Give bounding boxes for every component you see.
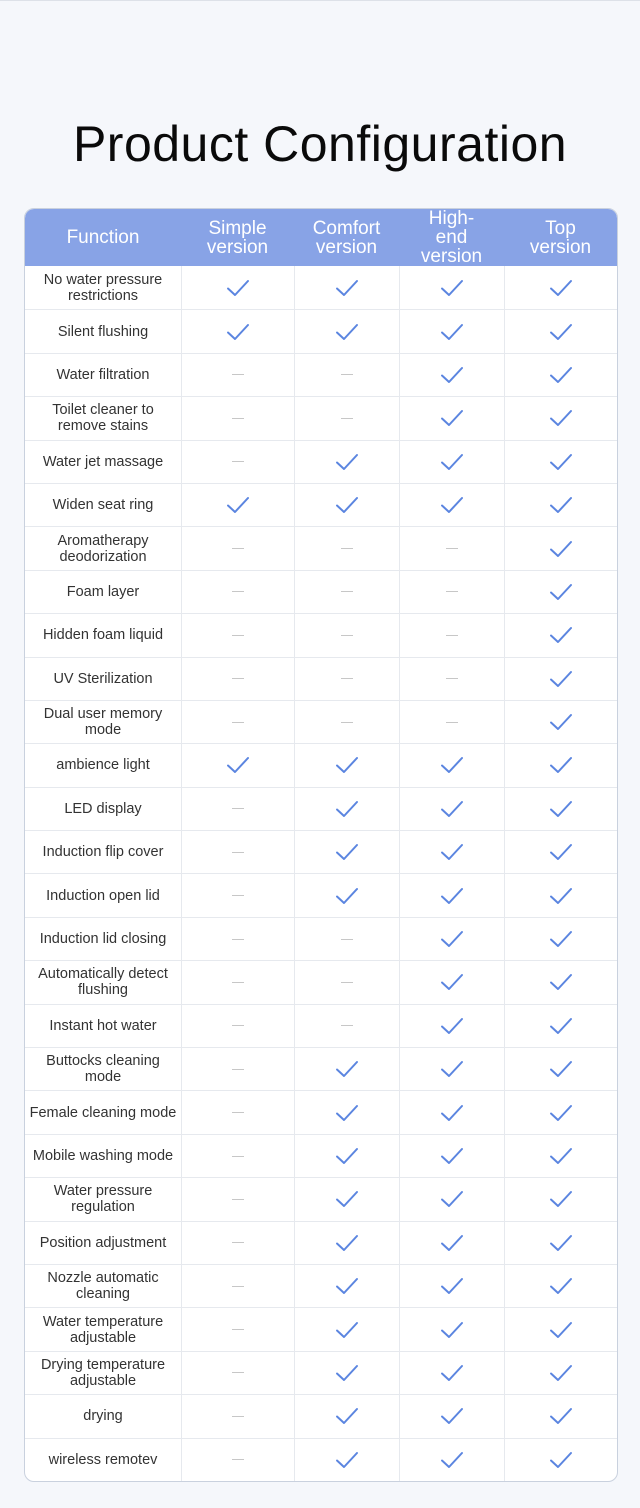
cell-high-end	[399, 874, 504, 916]
feature-label: Widen seat ring	[52, 497, 154, 514]
cell-high-end	[399, 571, 504, 613]
cell-simple	[181, 614, 294, 656]
feature-label: drying	[83, 1408, 123, 1425]
check-icon	[549, 409, 573, 427]
check-icon	[440, 279, 464, 297]
cell-comfort	[294, 441, 399, 483]
cell-top	[504, 310, 617, 352]
cell-high-end	[399, 918, 504, 960]
check-icon	[549, 323, 573, 341]
check-icon	[335, 453, 359, 471]
cell-comfort	[294, 788, 399, 830]
check-icon	[440, 843, 464, 861]
cell-high-end	[399, 527, 504, 569]
cell-high-end	[399, 831, 504, 873]
check-icon	[335, 323, 359, 341]
check-icon	[440, 1017, 464, 1035]
check-icon	[440, 1104, 464, 1122]
feature-label: Water jet massage	[42, 453, 164, 470]
cell-simple	[181, 701, 294, 743]
check-icon	[335, 1060, 359, 1078]
cell-top	[504, 1222, 617, 1264]
dash-icon	[446, 548, 458, 549]
dash-icon	[232, 1329, 244, 1330]
feature-label: Buttocks cleaning mode	[46, 1053, 160, 1086]
dash-icon	[341, 1025, 353, 1026]
check-icon	[335, 800, 359, 818]
cell-comfort	[294, 744, 399, 786]
dash-icon	[446, 722, 458, 723]
check-icon	[335, 1190, 359, 1208]
check-icon	[549, 1321, 573, 1339]
check-icon	[335, 1364, 359, 1382]
check-icon	[549, 1234, 573, 1252]
cell-comfort	[294, 397, 399, 439]
cell-comfort	[294, 961, 399, 1003]
feature-label: Induction open lid	[46, 887, 160, 904]
cell-simple	[181, 1265, 294, 1307]
cell-simple	[181, 1352, 294, 1394]
check-icon	[549, 756, 573, 774]
cell-simple	[181, 310, 294, 352]
table-row	[25, 1047, 617, 1090]
cell-simple	[181, 1395, 294, 1437]
cell-comfort	[294, 1091, 399, 1133]
cell-top	[504, 1005, 617, 1047]
cell-high-end	[399, 266, 504, 309]
dash-icon	[232, 1156, 244, 1157]
table-row	[25, 526, 617, 569]
dash-icon	[341, 635, 353, 636]
cell-comfort	[294, 1178, 399, 1220]
check-icon	[549, 1451, 573, 1469]
cell-high-end	[399, 1265, 504, 1307]
dash-icon	[232, 1112, 244, 1113]
check-icon	[549, 800, 573, 818]
check-icon	[549, 1407, 573, 1425]
feature-label: Instant hot water	[49, 1017, 157, 1034]
table-row	[25, 1307, 617, 1350]
check-icon	[440, 800, 464, 818]
feature-label: Drying temperature adjustable	[40, 1356, 166, 1389]
cell-high-end	[399, 484, 504, 526]
cell-high-end	[399, 701, 504, 743]
check-icon	[440, 1451, 464, 1469]
cell-comfort	[294, 266, 399, 309]
check-icon	[440, 496, 464, 514]
check-icon	[549, 626, 573, 644]
cell-top	[504, 1091, 617, 1133]
cell-simple	[181, 1439, 294, 1481]
dash-icon	[446, 635, 458, 636]
table-row	[25, 483, 617, 526]
table-row	[25, 917, 617, 960]
cell-simple	[181, 266, 294, 309]
check-icon	[335, 1104, 359, 1122]
feature-label: Water filtration	[56, 366, 150, 383]
cell-top	[504, 1265, 617, 1307]
dash-icon	[232, 1242, 244, 1243]
dash-icon	[341, 722, 353, 723]
cell-high-end	[399, 1222, 504, 1264]
table-row	[25, 1438, 617, 1481]
check-icon	[440, 1060, 464, 1078]
cell-top	[504, 1178, 617, 1220]
feature-label: UV Sterilization	[53, 670, 153, 687]
feature-label: Hidden foam liquid	[42, 627, 164, 644]
cell-top	[504, 484, 617, 526]
cell-high-end	[399, 1091, 504, 1133]
cell-high-end	[399, 310, 504, 352]
check-icon	[549, 453, 573, 471]
cell-top	[504, 1439, 617, 1481]
cell-comfort	[294, 1222, 399, 1264]
cell-simple	[181, 1135, 294, 1177]
cell-high-end	[399, 1352, 504, 1394]
feature-label: Water temperature adjustable	[42, 1313, 164, 1346]
cell-simple	[181, 1005, 294, 1047]
check-icon	[335, 279, 359, 297]
check-icon	[226, 279, 250, 297]
header-top-version: Top version	[529, 217, 592, 258]
table-row	[25, 1134, 617, 1177]
table-row	[25, 266, 617, 309]
dash-icon	[232, 808, 244, 809]
cell-top	[504, 658, 617, 700]
cell-top	[504, 441, 617, 483]
cell-top	[504, 1308, 617, 1350]
cell-high-end	[399, 614, 504, 656]
table-body	[25, 266, 617, 1481]
check-icon	[549, 1190, 573, 1208]
cell-high-end	[399, 1048, 504, 1090]
cell-simple	[181, 831, 294, 873]
dash-icon	[232, 1416, 244, 1417]
table-row	[25, 440, 617, 483]
check-icon	[549, 973, 573, 991]
cell-comfort	[294, 918, 399, 960]
cell-high-end	[399, 354, 504, 396]
check-icon	[440, 1407, 464, 1425]
cell-simple	[181, 874, 294, 916]
check-icon	[440, 887, 464, 905]
cell-high-end	[399, 1178, 504, 1220]
cell-high-end	[399, 961, 504, 1003]
cell-high-end	[399, 1395, 504, 1437]
check-icon	[549, 583, 573, 601]
check-icon	[440, 1321, 464, 1339]
cell-top	[504, 1135, 617, 1177]
check-icon	[335, 1147, 359, 1165]
header-simple-version: Simple version	[206, 217, 269, 258]
dash-icon	[446, 591, 458, 592]
feature-label: Dual user memory mode	[43, 706, 163, 739]
table-row	[25, 1221, 617, 1264]
cell-high-end	[399, 1135, 504, 1177]
cell-top	[504, 527, 617, 569]
feature-label: wireless remotev	[48, 1451, 158, 1468]
table-row	[25, 873, 617, 916]
cell-top	[504, 831, 617, 873]
cell-simple	[181, 527, 294, 569]
feature-label: LED display	[64, 800, 142, 817]
cell-comfort	[294, 1395, 399, 1437]
table-row	[25, 570, 617, 613]
feature-label: Nozzle automatic cleaning	[47, 1270, 159, 1303]
check-icon	[440, 756, 464, 774]
check-icon	[549, 496, 573, 514]
dash-icon	[232, 722, 244, 723]
cell-simple	[181, 918, 294, 960]
cell-comfort	[294, 354, 399, 396]
table-row	[25, 1004, 617, 1047]
dash-icon	[232, 418, 244, 419]
dash-icon	[341, 591, 353, 592]
dash-icon	[232, 1372, 244, 1373]
check-icon	[440, 973, 464, 991]
feature-label: Silent flushing	[57, 323, 149, 340]
check-icon	[335, 496, 359, 514]
check-icon	[549, 1104, 573, 1122]
cell-comfort	[294, 1005, 399, 1047]
table-row	[25, 960, 617, 1003]
header-comfort-version: Comfort version	[312, 217, 381, 258]
check-icon	[549, 366, 573, 384]
cell-high-end	[399, 744, 504, 786]
dash-icon	[232, 982, 244, 983]
cell-simple	[181, 1178, 294, 1220]
cell-top	[504, 874, 617, 916]
check-icon	[549, 279, 573, 297]
check-icon	[440, 1277, 464, 1295]
cell-simple	[181, 397, 294, 439]
feature-label: Female cleaning mode	[29, 1104, 177, 1121]
feature-label: Induction flip cover	[42, 844, 164, 861]
table-row	[25, 1264, 617, 1307]
dash-icon	[341, 548, 353, 549]
check-icon	[335, 887, 359, 905]
cell-simple	[181, 1048, 294, 1090]
cell-comfort	[294, 1135, 399, 1177]
cell-comfort	[294, 484, 399, 526]
check-icon	[226, 496, 250, 514]
check-icon	[226, 756, 250, 774]
cell-top	[504, 1352, 617, 1394]
cell-simple	[181, 571, 294, 613]
cell-comfort	[294, 1439, 399, 1481]
check-icon	[549, 930, 573, 948]
dash-icon	[232, 1069, 244, 1070]
check-icon	[549, 1060, 573, 1078]
dash-icon	[341, 418, 353, 419]
feature-label: Mobile washing mode	[32, 1148, 174, 1164]
cell-comfort	[294, 831, 399, 873]
table-row	[25, 787, 617, 830]
cell-comfort	[294, 874, 399, 916]
cell-comfort	[294, 310, 399, 352]
cell-comfort	[294, 701, 399, 743]
dash-icon	[232, 548, 244, 549]
cell-high-end	[399, 397, 504, 439]
check-icon	[549, 1147, 573, 1165]
cell-high-end	[399, 788, 504, 830]
check-icon	[549, 713, 573, 731]
feature-label: Foam layer	[66, 583, 140, 600]
dash-icon	[232, 678, 244, 679]
cell-simple	[181, 658, 294, 700]
check-icon	[440, 1147, 464, 1165]
cell-top	[504, 354, 617, 396]
table-row	[25, 1090, 617, 1133]
check-icon	[549, 540, 573, 558]
table-row	[25, 1177, 617, 1220]
cell-top	[504, 744, 617, 786]
table-row	[25, 657, 617, 700]
cell-high-end	[399, 1005, 504, 1047]
cell-top	[504, 571, 617, 613]
feature-label: Induction lid closing	[39, 931, 167, 948]
table-row	[25, 743, 617, 786]
table-row	[25, 1394, 617, 1437]
check-icon	[335, 843, 359, 861]
dash-icon	[232, 461, 244, 462]
check-icon	[549, 887, 573, 905]
dash-icon	[232, 635, 244, 636]
cell-comfort	[294, 1265, 399, 1307]
check-icon	[440, 1190, 464, 1208]
cell-top	[504, 266, 617, 309]
header-high-end-version: High-end version	[420, 208, 483, 267]
cell-top	[504, 961, 617, 1003]
check-icon	[549, 1364, 573, 1382]
dash-icon	[232, 852, 244, 853]
feature-label: Automatically detect flushing	[38, 966, 168, 999]
dash-icon	[232, 1286, 244, 1287]
cell-comfort	[294, 614, 399, 656]
cell-simple	[181, 1222, 294, 1264]
dash-icon	[341, 982, 353, 983]
dash-icon	[232, 939, 244, 940]
cell-simple	[181, 744, 294, 786]
cell-comfort	[294, 571, 399, 613]
check-icon	[335, 756, 359, 774]
cell-top	[504, 788, 617, 830]
cell-comfort	[294, 1352, 399, 1394]
feature-label: Position adjustment	[39, 1234, 167, 1251]
table-row	[25, 309, 617, 352]
page-title: Product Configuration	[72, 116, 568, 172]
cell-top	[504, 918, 617, 960]
cell-comfort	[294, 527, 399, 569]
configuration-table	[24, 208, 618, 1482]
cell-simple	[181, 1308, 294, 1350]
dash-icon	[446, 678, 458, 679]
dash-icon	[232, 1199, 244, 1200]
check-icon	[335, 1234, 359, 1252]
feature-label: No water pressure restrictions	[43, 271, 163, 304]
dash-icon	[341, 374, 353, 375]
dash-icon	[232, 895, 244, 896]
dash-icon	[341, 678, 353, 679]
check-icon	[440, 1364, 464, 1382]
check-icon	[335, 1321, 359, 1339]
table-row	[25, 1351, 617, 1394]
table-row	[25, 830, 617, 873]
check-icon	[335, 1277, 359, 1295]
cell-simple	[181, 788, 294, 830]
check-icon	[440, 453, 464, 471]
dash-icon	[232, 374, 244, 375]
header-function: Function	[66, 227, 140, 248]
table-row	[25, 700, 617, 743]
feature-label: Water pressure regulation	[53, 1183, 153, 1216]
cell-high-end	[399, 1439, 504, 1481]
cell-high-end	[399, 441, 504, 483]
dash-icon	[341, 939, 353, 940]
check-icon	[335, 1451, 359, 1469]
check-icon	[549, 843, 573, 861]
dash-icon	[232, 591, 244, 592]
cell-simple	[181, 441, 294, 483]
feature-label: ambience light	[56, 757, 150, 774]
cell-simple	[181, 484, 294, 526]
table-header	[25, 209, 617, 266]
check-icon	[549, 1017, 573, 1035]
cell-comfort	[294, 1308, 399, 1350]
check-icon	[549, 670, 573, 688]
dash-icon	[232, 1459, 244, 1460]
cell-top	[504, 614, 617, 656]
cell-simple	[181, 1091, 294, 1133]
cell-top	[504, 1048, 617, 1090]
cell-comfort	[294, 1048, 399, 1090]
table-row	[25, 613, 617, 656]
check-icon	[226, 323, 250, 341]
table-row	[25, 353, 617, 396]
cell-top	[504, 1395, 617, 1437]
cell-simple	[181, 961, 294, 1003]
cell-high-end	[399, 658, 504, 700]
feature-label: Aromatherapy deodorization	[57, 532, 149, 565]
table-row	[25, 396, 617, 439]
check-icon	[440, 1234, 464, 1252]
cell-comfort	[294, 658, 399, 700]
cell-top	[504, 701, 617, 743]
check-icon	[440, 930, 464, 948]
cell-simple	[181, 354, 294, 396]
check-icon	[335, 1407, 359, 1425]
cell-high-end	[399, 1308, 504, 1350]
check-icon	[440, 323, 464, 341]
dash-icon	[232, 1025, 244, 1026]
cell-top	[504, 397, 617, 439]
feature-label: Toilet cleaner to remove stains	[52, 402, 154, 435]
check-icon	[440, 409, 464, 427]
check-icon	[440, 366, 464, 384]
check-icon	[549, 1277, 573, 1295]
